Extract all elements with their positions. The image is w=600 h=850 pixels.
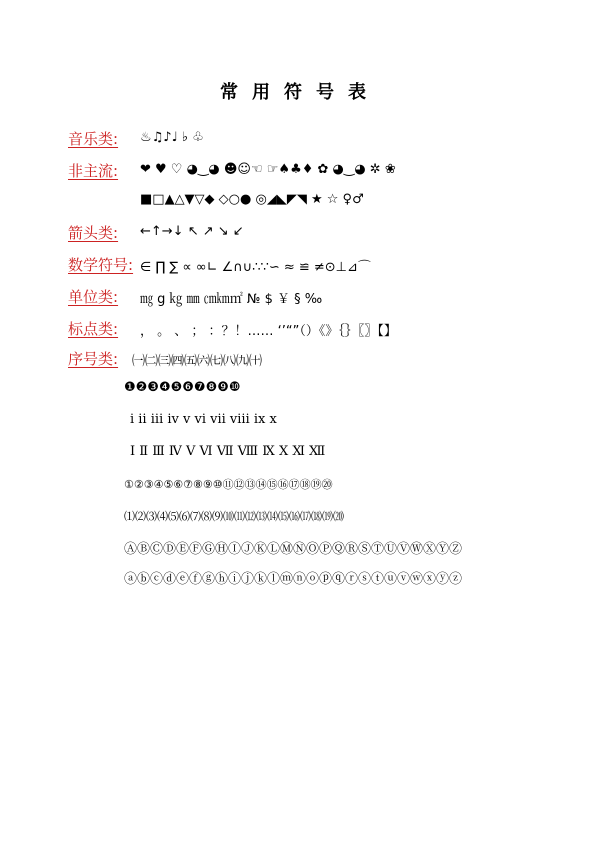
- symbols-serial-roman-upper: Ⅰ Ⅱ Ⅲ Ⅳ Ⅴ Ⅵ Ⅶ Ⅷ Ⅸ Ⅹ Ⅺ Ⅻ: [130, 444, 326, 459]
- symbols-music: ♨♫♪♩ ♭ ♧: [140, 130, 204, 145]
- label-punct: 标点类:: [68, 320, 119, 338]
- symbols-nonmain-line1: ❤ ♥ ♡ ◕‿◕ ☻☺☜ ☞♠♣♦ ✿ ◕‿◕ ✲ ❀: [140, 162, 396, 177]
- label-nonmain: 非主流:: [68, 162, 119, 180]
- symbols-serial-circled-lower: ⓐⓑⓒⓓⓔⓕⓖⓗⓘⓙⓚⓛⓜⓝⓞⓟⓠⓡⓢⓣⓤⓥⓦⓧⓨⓩ: [124, 572, 463, 587]
- page-title: 常用符号表: [220, 82, 380, 103]
- symbols-serial-circled-upper: ⒶⒷⒸⒹⒺⒻⒼⒽⒾⒿⓀⓁⓂⓃⓄⓅⓆⓇⓈⓉⓊⓋⓌⓍⓎⓏ: [124, 542, 463, 557]
- symbols-math: ∈ ∏ ∑ ∝ ∞∟ ∠∩∪∴∵∽ ≈ ≌ ≠⊙⊥⊿⌒: [140, 260, 371, 275]
- label-music: 音乐类:: [68, 130, 119, 148]
- symbols-serial-roman-lower: ⅰ ⅱ ⅲ ⅳ ⅴ ⅵ ⅶ ⅷ ⅸ ⅹ: [130, 412, 277, 427]
- label-units: 单位类:: [68, 288, 119, 306]
- symbols-punct: ， 。 、 ； ：？！…… ‘’“”（）《》｛｝〖〗【】: [140, 324, 397, 339]
- label-arrows: 箭头类:: [68, 224, 119, 242]
- label-serial: 序号类:: [68, 350, 119, 368]
- symbols-serial-paren-numbers: ⑴⑵⑶⑷⑸⑹⑺⑻⑼⑽⑾⑿⒀⒁⒂⒃⒄⒅⒆⒇: [124, 510, 344, 523]
- symbols-serial-circled-numbers: ①②③④⑤⑥⑦⑧⑨⑩⑪⑫⑬⑭⑮⑯⑰⑱⑲⑳: [124, 478, 333, 491]
- symbols-units: ㎎ g ㎏ ㎜ ㎝㎞㎡ № $ ￥ § ‰: [140, 292, 323, 307]
- label-math: 数学符号:: [68, 256, 134, 274]
- symbols-arrows: ←↑→↓ ↖ ↗ ↘ ↙: [140, 224, 244, 239]
- symbols-serial-dark-circled: ❶❷❸❹❺❻❼❽❾❿: [124, 380, 241, 395]
- symbols-nonmain-line2: ■□▲△▼▽◆ ◇○● ◎◢◣◤◥ ★ ☆ ♀♂: [140, 192, 364, 207]
- symbols-serial-hanzi: ㈠㈡㈢㈣㈤㈥㈦㈧㈨㈩: [132, 354, 263, 369]
